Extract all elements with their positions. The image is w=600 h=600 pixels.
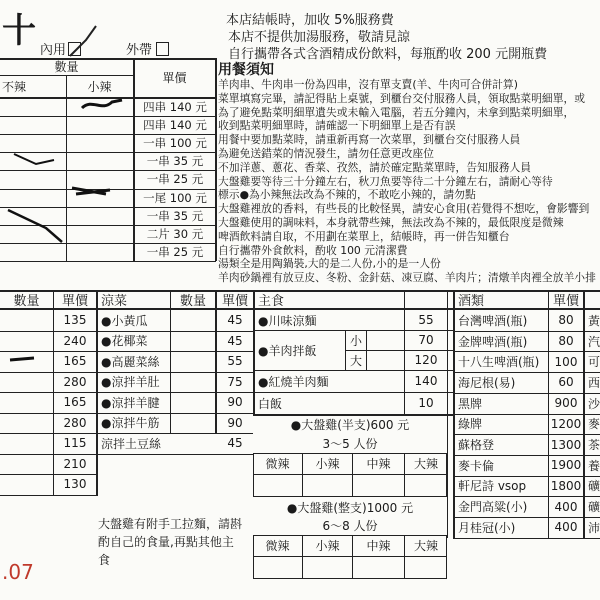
drink-price: 80: [558, 313, 574, 328]
price-col-quantity-header: 數量: [13, 293, 40, 309]
price-col-price-header: 單價: [61, 293, 88, 309]
spice-level-option[interactable]: 中辣: [366, 539, 391, 553]
notice-item: 為避免送錯菜的情況發生，請勿任意更改座位: [218, 147, 434, 160]
drink-item[interactable]: 黑牌: [458, 396, 483, 411]
cold-dish-item[interactable]: 涼拌土豆絲: [101, 436, 162, 451]
cold-dishes-price-header: 單價: [221, 293, 248, 309]
drink-price: 80: [558, 334, 574, 349]
notice-item: 大盤雞要等待三十分鐘左右，秋刀魚要等待二十分鐘左右，請耐心等待: [218, 174, 553, 188]
skewer-price: 一串 25 元: [146, 244, 204, 259]
drink-price: 1800: [550, 478, 582, 493]
cold-dish-price: 45: [227, 313, 243, 328]
price-col-value: 115: [63, 436, 87, 451]
spice-level-option[interactable]: 大辣: [413, 539, 438, 553]
drink-item[interactable]: 台灣啤酒(瓶): [458, 313, 528, 328]
hand-mark: [78, 96, 128, 116]
drink-item[interactable]: 海尼根(易): [458, 375, 516, 390]
dine-in-label: 內用: [40, 43, 67, 58]
skewer-price: 一串 25 元: [146, 172, 204, 187]
notice-item: 湯類全是用陶鍋裝,大的是二人份,小的是一人份: [218, 257, 441, 271]
hand-mark: [6, 198, 66, 258]
cold-dish-price: 45: [227, 333, 243, 348]
dine-in-check-mark: [64, 22, 104, 62]
drink-price: 1900: [550, 458, 582, 473]
no-soup-refill-notice: 本店不提供加湯服務，敬請見諒: [228, 30, 411, 45]
drink-item[interactable]: 金門高粱(小): [458, 500, 528, 515]
spice-level-option[interactable]: 小辣: [315, 457, 340, 471]
drink-next-col-item: 礦: [588, 500, 600, 515]
staple-price-small: 70: [418, 333, 434, 347]
hand-mark: [10, 150, 60, 170]
drink-next-col-item: 汽: [588, 334, 600, 349]
staple-size-large: 大: [349, 353, 362, 368]
staple-price-large: 120: [414, 353, 438, 367]
big-chicken-whole-serves: 6～8 人份: [322, 518, 378, 533]
notice-item: 羊肉砂鍋裡有放豆皮、冬粉、金針菇、凍豆腐、羊肉片；清燉羊肉裡全放羊小排: [218, 271, 596, 285]
spice-level-option[interactable]: 中辣: [366, 457, 391, 471]
price-col-value: 165: [63, 395, 87, 410]
staple-item[interactable]: ●羊肉拌飯: [258, 343, 317, 358]
skewer-mild-spicy-header: 小辣: [87, 79, 112, 94]
staples-header: 主食: [258, 293, 285, 309]
big-chicken-half-title: ●大盤雞(半支)600 元: [290, 417, 410, 432]
drinks-price-header: 單價: [552, 293, 579, 309]
notice-item: 用餐中要加點菜時，請重新再寫一次菜單，到櫃台交付服務人員: [218, 133, 521, 147]
skewer-price: 四串 140 元: [143, 100, 207, 115]
drink-item[interactable]: 金牌啤酒(瓶): [458, 334, 528, 349]
notice-item: 標示●為小辣無法改為不辣的，不敢吃小辣的，請勿點: [218, 188, 476, 202]
notice-item: 羊肉串、牛肉串一份為四串，沒有單支賣(羊、牛肉可合併計算): [218, 78, 518, 91]
staple-item[interactable]: ●川味涼麵: [258, 313, 317, 328]
corner-mark: 十: [2, 11, 36, 51]
drink-next-col-item: 麥: [588, 417, 600, 432]
skewer-quantity-header: 數量: [54, 60, 79, 74]
skewer-price: 四串 140 元: [143, 118, 207, 133]
cold-dish-price: 90: [227, 395, 243, 410]
notice-item: 啤酒飲料請自取，不用劃在菜單上，結帳時，再一併告知櫃台: [218, 229, 510, 243]
drink-price: 1300: [550, 437, 582, 452]
drink-next-col-item: 茶: [588, 438, 600, 453]
price-col-value: 130: [63, 477, 87, 492]
drink-next-col-item: 黃: [588, 313, 600, 328]
staple-item[interactable]: 白飯: [258, 396, 283, 411]
big-chicken-whole-title: ●大盤雞(整支)1000 元: [286, 500, 414, 515]
drink-next-col-item: 礦: [588, 479, 600, 494]
drink-price: 60: [558, 375, 574, 390]
price-col-value: 135: [63, 313, 87, 328]
cold-dishes-quantity-header: 數量: [179, 293, 206, 309]
cold-dish-price: 75: [227, 374, 243, 389]
footer-code: .07: [2, 560, 34, 584]
cold-dish-item[interactable]: ●涼拌牛筋: [101, 416, 160, 431]
skewer-price: 一尾 100 元: [143, 190, 207, 205]
cold-dish-item[interactable]: ●高麗菜絲: [101, 354, 160, 369]
skewer-price: 二片 30 元: [146, 226, 204, 241]
cold-dish-item[interactable]: ●涼拌羊腱: [101, 395, 160, 410]
drink-item[interactable]: 月桂冠(小): [458, 520, 516, 535]
notice-item: 不加洋蔥、蔥花、香菜、孜然，請於確定點菜單時，告知服務人員: [218, 160, 532, 174]
service-fee-notice: 本店結帳時，加收 5%服務費: [226, 13, 394, 28]
drink-next-col-item: 沛: [588, 520, 600, 535]
drink-item[interactable]: 軒尼詩 vsop: [458, 479, 527, 494]
price-col-value: 210: [63, 456, 87, 471]
skewer-price: 一串 100 元: [143, 136, 207, 151]
staple-price: 55: [418, 313, 434, 327]
drink-price: 900: [554, 396, 578, 411]
notice-item: 收到點菜明細單時，請確認一下明細單上是否有誤: [218, 119, 456, 133]
notice-title: 用餐須知: [218, 62, 274, 78]
drinks-header: 酒類: [458, 293, 485, 309]
drink-price: 400: [554, 520, 578, 535]
drink-next-col-item: 可: [588, 355, 600, 370]
takeout-checkbox[interactable]: [156, 42, 169, 56]
notice-item: 自行攜帶外食飲料，酌收 100 元清潔費: [218, 243, 408, 257]
skewer-price-header: 單價: [162, 71, 187, 85]
big-chicken-half-serves: 3～5 人份: [322, 436, 378, 451]
notice-item: 為了避免點菜明細單遺失或未輸入電腦，若五分鐘內，未拿到點菜明細單，: [218, 105, 575, 119]
drink-item[interactable]: 綠牌: [458, 417, 483, 432]
drink-item[interactable]: 麥卡倫: [458, 458, 495, 473]
price-col-value: 240: [63, 333, 87, 348]
staple-price: 10: [418, 396, 434, 410]
skewer-price: 一串 35 元: [146, 208, 204, 223]
notice-item: 大盤雞使用的調味料，本身就帶些辣，無法改為不辣的，最低限度是微辣: [218, 216, 564, 229]
drink-next-col-item: 西: [588, 375, 600, 390]
cold-dish-price: 55: [227, 354, 243, 369]
drink-next-col-item: 養: [588, 458, 600, 473]
spice-level-option[interactable]: 微辣: [265, 539, 290, 553]
price-col-value: 280: [63, 415, 87, 430]
staple-item[interactable]: ●紅燒羊肉麵: [258, 374, 329, 389]
hand-mark: [8, 352, 38, 366]
cold-dish-price: 90: [227, 415, 243, 430]
notice-item: 菜單填寫完畢，請記得貼上桌號，到櫃台交付服務人員，領取點菜明細單，或: [218, 91, 586, 105]
drink-item[interactable]: 十八生啤酒(瓶): [458, 355, 540, 370]
cold-dishes-header: 涼菜: [101, 293, 128, 309]
price-col-value: 165: [63, 354, 87, 369]
spice-level-option[interactable]: 微辣: [265, 457, 290, 471]
skewer-price: 一串 35 元: [146, 154, 204, 169]
drink-price: 1200: [550, 416, 582, 431]
notice-item: 大盤雞裡放的香料，有些長的比較怪異，請安心食用(若覺得不想吃，會影響到: [218, 202, 590, 216]
footer-note: 食: [98, 553, 111, 567]
footer-note: 大盤雞有附手工拉麵，請斟: [98, 517, 243, 531]
staple-size-small: 小: [349, 333, 362, 348]
cold-dish-item[interactable]: ●涼拌羊肚: [101, 375, 160, 390]
drink-item[interactable]: 蘇格登: [458, 438, 495, 453]
spice-level-option[interactable]: 大辣: [413, 457, 438, 471]
drink-price: 400: [554, 499, 578, 514]
drink-price: 100: [554, 354, 578, 369]
cold-dish-item[interactable]: ●小黃瓜: [101, 313, 148, 328]
cold-dish-price: 45: [227, 436, 243, 451]
cold-dish-item[interactable]: ●花椰菜: [101, 334, 148, 349]
hand-mark: [66, 180, 116, 200]
price-col-value: 280: [63, 374, 87, 389]
footer-note: 酌自己的食量,再點其他主: [98, 535, 234, 549]
staple-price: 140: [414, 374, 438, 388]
spice-level-option[interactable]: 小辣: [315, 539, 340, 553]
drink-next-col-item: 沙: [588, 396, 600, 411]
takeout-label: 外帶: [126, 43, 153, 58]
corkage-notice: 自行攜帶各式含酒精成份飲料，每瓶酌收 200 元開瓶費: [228, 47, 548, 62]
skewer-not-spicy-header: 不辣: [2, 79, 27, 94]
